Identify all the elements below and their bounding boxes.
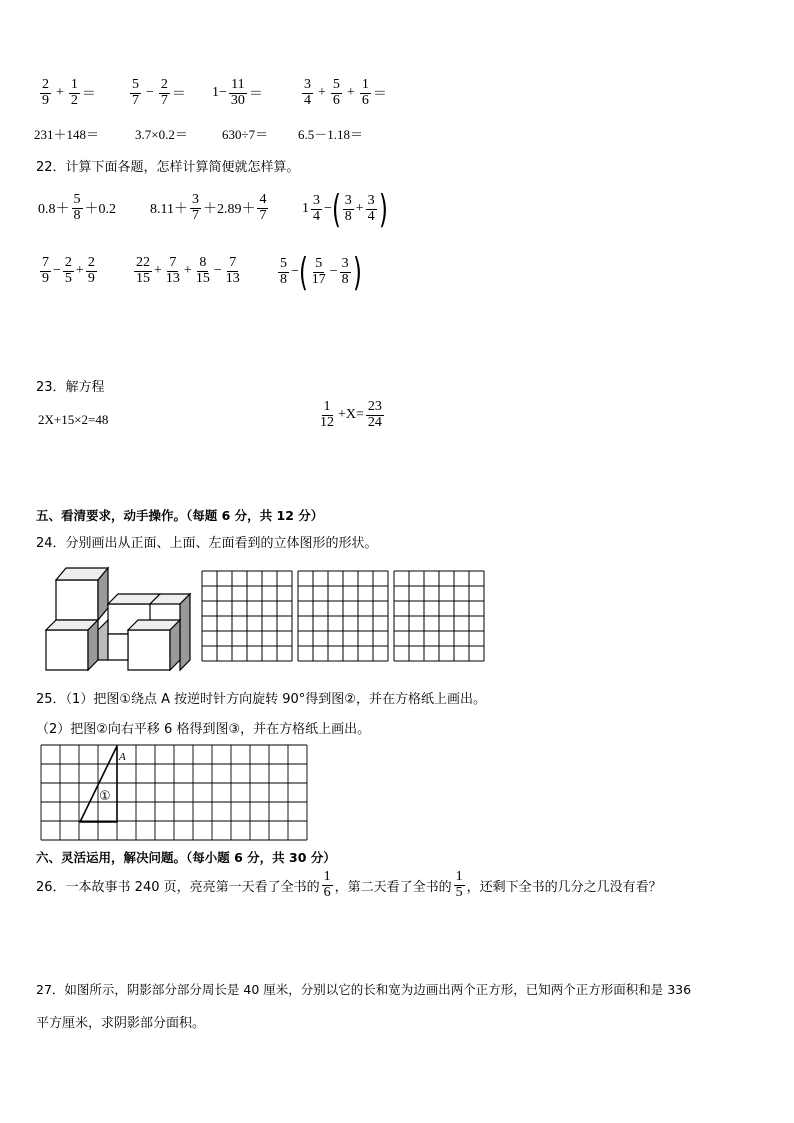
q23-title: 23．解方程 [36, 380, 105, 395]
q25-part2: （2）把图②向右平移 6 格得到图③，并在方格纸上画出。 [36, 722, 371, 737]
section-6-heading: 六、灵活运用，解决问题。（每小题 6 分，共 30 分） [36, 850, 336, 865]
grid-left-view[interactable] [393, 570, 487, 662]
section-5-heading: 五、看清要求，动手操作。（每题 6 分，共 12 分） [36, 508, 324, 523]
point-a-label: A [119, 751, 126, 763]
q27-text-line1: 27．如图所示，阴影部分部分周长是 40 厘米，分别以它的长和宽为边画出两个正方形，已知两个正方形面积和是 336 [36, 982, 692, 997]
expr-r1-4: $\frac{3}{4}$ + $\frac{5}{6}$ + $\frac{1}{6}$ ＝ [304, 77, 387, 108]
q22-title: 22．计算下面各题，怎样计算简便就怎样算。 [36, 160, 300, 175]
q22-expr-4: $\frac{7}{9}$ − $\frac{2}{5}$ + $\frac{2}{9}$ [42, 255, 95, 286]
fraction: $\frac{1}{2}$ [70, 77, 78, 108]
expr-r1-1: $\frac{2}{9}$ + $\frac{1}{2}$ ＝ [42, 77, 96, 108]
q22-expr-6: $\frac{5}{8}$ − ( $\frac{5}{17}$ − $\frac{3}{8}$ ) [280, 250, 362, 294]
expr-r2-1: 231＋148＝ [34, 127, 100, 142]
q22-expr-3: 1 $\frac{3}{4}$ − ( $\frac{3}{8}$ + $\frac{3}{4}$ ) [302, 187, 388, 231]
figure-1-label: ① [99, 789, 111, 804]
q23-equation-1: 2X+15×2=48 [38, 412, 109, 427]
expr-r2-2: 3.7×0.2＝ [135, 127, 188, 142]
triangle-figure-1 [80, 746, 117, 822]
q25-part1: 25．（1）把图①绕点 A 按逆时针方向旋转 90°得到图②，并在方格纸上画出。 [36, 692, 486, 707]
q22-expr-2: 8.11＋ $\frac{3}{7}$ ＋2.89＋ $\frac{4}{7}$ [150, 192, 267, 223]
grid-front-view[interactable] [201, 570, 295, 662]
expr-r1-3: 1− $\frac{11}{30}$ ＝ [212, 77, 263, 108]
q27-text-line2: 平方厘米，求阴影部分面积。 [36, 1016, 206, 1031]
expr-r2-4: 6.5－1.18＝ [298, 127, 364, 142]
grid-q25[interactable] [40, 744, 308, 842]
q22-expr-1: 0.8＋ $\frac{5}{8}$ ＋0.2 [38, 192, 116, 223]
expr-r1-2: $\frac{5}{7}$ − $\frac{2}{7}$ ＝ [132, 77, 186, 108]
expr-r2-3: 630÷7＝ [222, 127, 269, 142]
q22-expr-5: $\frac{22}{15}$ + $\frac{7}{13}$ + $\frac{8}{15}$ − $\frac{7}{13}$ [136, 255, 240, 286]
cube-stack-figure [42, 562, 194, 674]
q23-equation-2: $\frac{1}{12}$ +X= $\frac{23}{24}$ [320, 399, 382, 430]
fraction: $\frac{2}{9}$ [42, 77, 49, 108]
grid-top-view[interactable] [297, 570, 391, 662]
q24-text: 24．分别画出从正面、上面、左面看到的立体图形的形状。 [36, 536, 378, 551]
q26-text: 26．一本故事书 240 页，亮亮第一天看了全书的 $\frac{1}{6}$ ，第二天看了全书的 $\frac{1}{5}$ ，还剩下全书的几分之几没有看？ [36, 869, 662, 900]
